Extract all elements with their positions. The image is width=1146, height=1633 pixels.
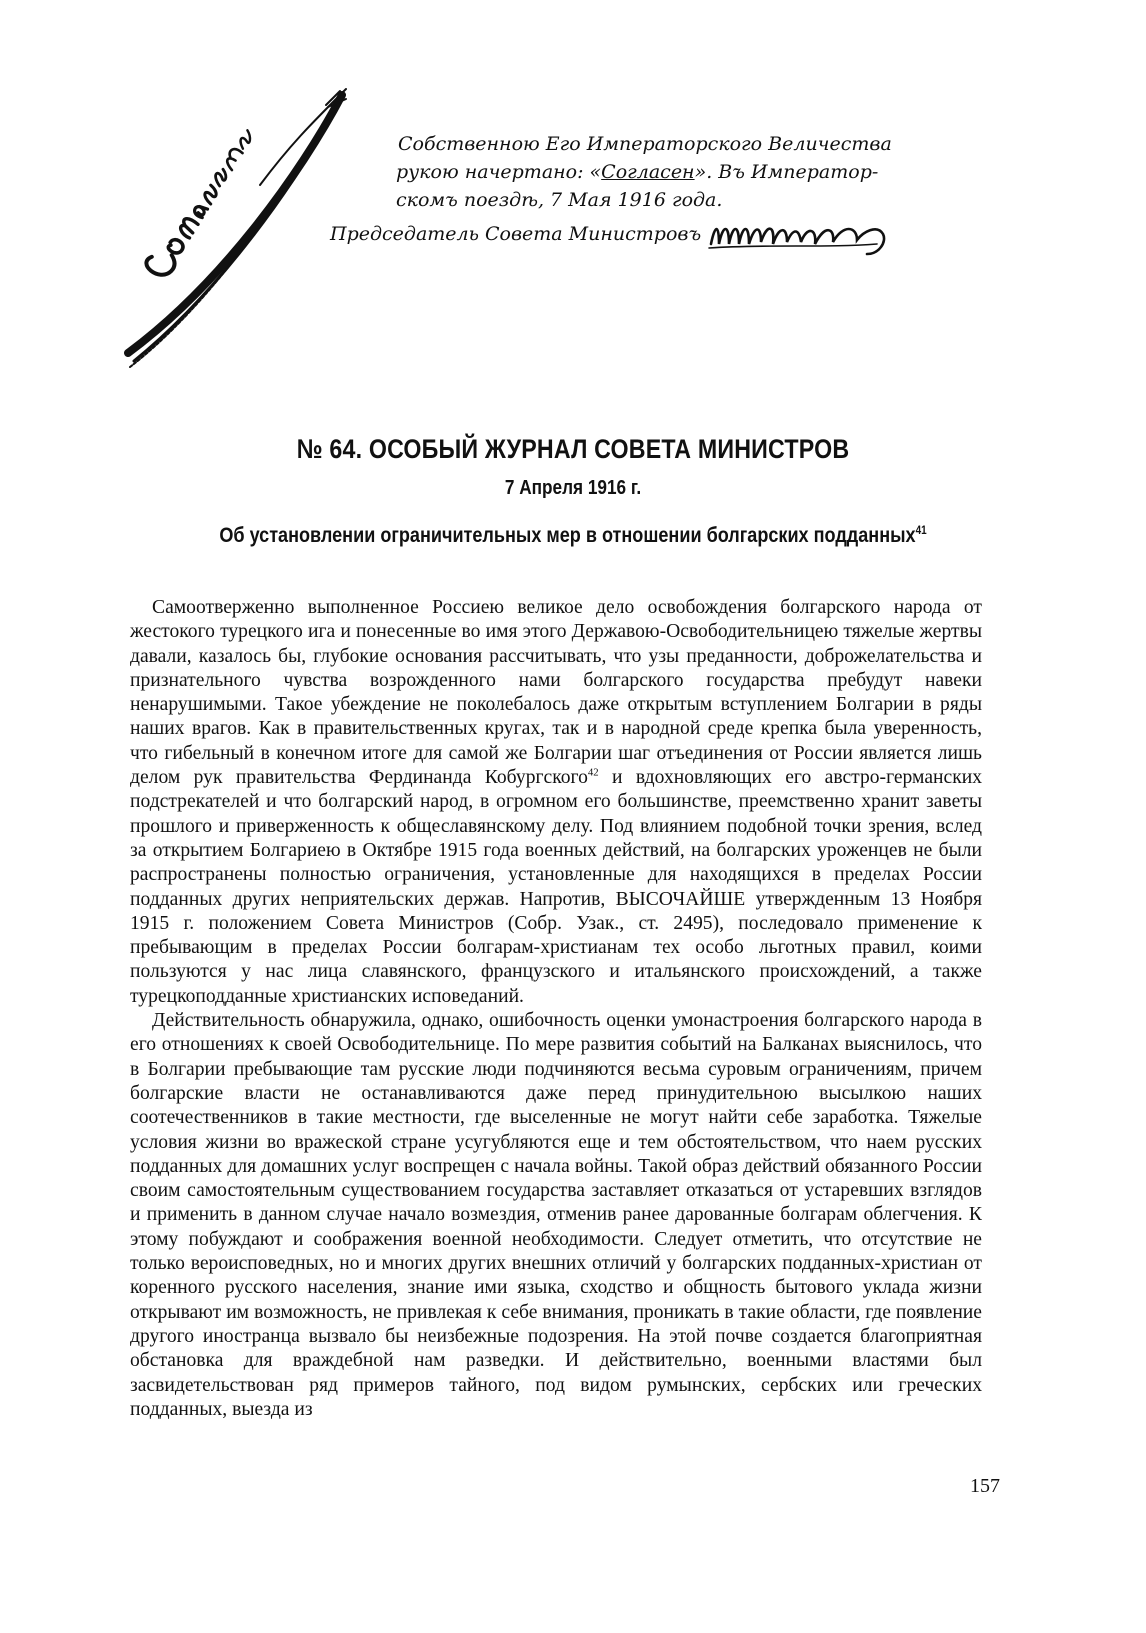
document-subject: Об установлении ограничительных мер в отношении болгарских подданных$^{41}$ (219, 524, 927, 547)
underlined-agreed-word: Согласен (601, 161, 695, 183)
paragraph: Действительность обнаружила, однако, ошибочность оценки умонастроения болгарского народа в его отношениях к своей Освободительнице. По мере развития событий на Балканах выяснилось, что в Болгарии пребывающие там русские люди подчиняются весьма суровым ограничениям, причем болгарские власти не останавливаются даже перед принудительною высылкою наших соотечественников в такие местности, где выселенные не могут найти себе заработка. Тяжелые условия жизни во вражеской стране усугубляются еще и тем обстоятельством, что наем русских подданных для домашних услуг воспрещен с начала войны. Такой образ действий обязанного России своим самостоятельным существованием государства заставляет отказаться от устаревших взглядов и применить в данном случае начало возмездия, отменив ранее дарованные болгарам облегчения. К этому побуждают и соображения военной необходимости. Следует отметить, что отсутствие не только вероисповедных, но и многих других внешних отличий у болгарских подданных-христиан от коренного русского населения, знание ими языка, сходство и общность бытового уклада жизни открывают им возможность, не привлекая к себе внимания, проникать в такие области, где появление другого иностранца вызвало бы неизбежные подозрения. На этой почве создается благоприятная обстановка для враждебной нам разведки. И действительно, военными властями был засвидетельствован ряд примеров тайного, под видом румынских, сербских или греческих подданных, выезда из (130, 1010, 982, 1420)
footnote-marker: 41 (915, 525, 927, 537)
footnote-marker: 42 (587, 766, 599, 779)
document-title: № 64. ОСОБЫЙ ЖУРНАЛ СОВЕТА МИНИСТРОВ (296, 434, 850, 464)
body-text (130, 596, 982, 1422)
paragraph: Самоотверженно выполненное Россиею великое дело освобождения болгарского народа от жестокого турецкого ига и понесенные во имя этого Державою-Освободительницею тяжелые жертвы давали, казалось бы, глубокие основания рассчитывать, что узы преданности, доброжелательства и признательного чувства возрожденного нами болгарского государства пребудут навеки ненарушимыми. Такое убеждение не поколебалось даже открытым вступлением Болгарии в ряды наших врагов. Как в правительственных кругах, так и в народной среде крепка была уверенность, что гибельный в конечном итоге для самой же Болгарии шаг отъединения от России является лишь делом рук правительства Фердинанда Кобургского$^{42}$ и вдохновляющих его австро-германских подстрекателей и что болгарский народ, в огромном его большинстве, преемственно хранит заветы прошлого и приверженность к общеславянскому делу. Под влиянием подобной точки зрения, вслед за открытием Болгариею в Октябре 1915 года военных действий, на болгарских уроженцев не были распространены полностью ограничения, установленные для находящихся в пределах России подданных других неприятельских держав. Напротив, ВЫСОЧАЙШЕ утвержденным 13 Ноября 1915 г. положением Совета Министров (Собр. Узак., ст. 2495), последовало применение к пребывающим в пределах России болгарам-христианам тех особо льготных правил, коими пользуются у нас лица славянского, французского и итальянского происхождений, а также турецкоподданные христианских исповеданий. (130, 597, 983, 1007)
note-line-2: рукою начертано: «Согласен». Въ Император- (396, 161, 879, 183)
note-line-4: Председатель Совета Министровъ (330, 214, 1050, 256)
emperor-handwritten-resolution (110, 85, 350, 375)
document-date: 7 Апреля 1916 г. (504, 477, 642, 499)
resolution-note (330, 130, 1050, 256)
page-number: 157 (970, 1475, 1000, 1497)
note-line-1: Собственною Его Императорского Величества (398, 133, 892, 155)
note-line-3: скомъ поездѣ, 7 Мая 1916 года. (396, 189, 723, 211)
chairman-signature (707, 214, 892, 256)
